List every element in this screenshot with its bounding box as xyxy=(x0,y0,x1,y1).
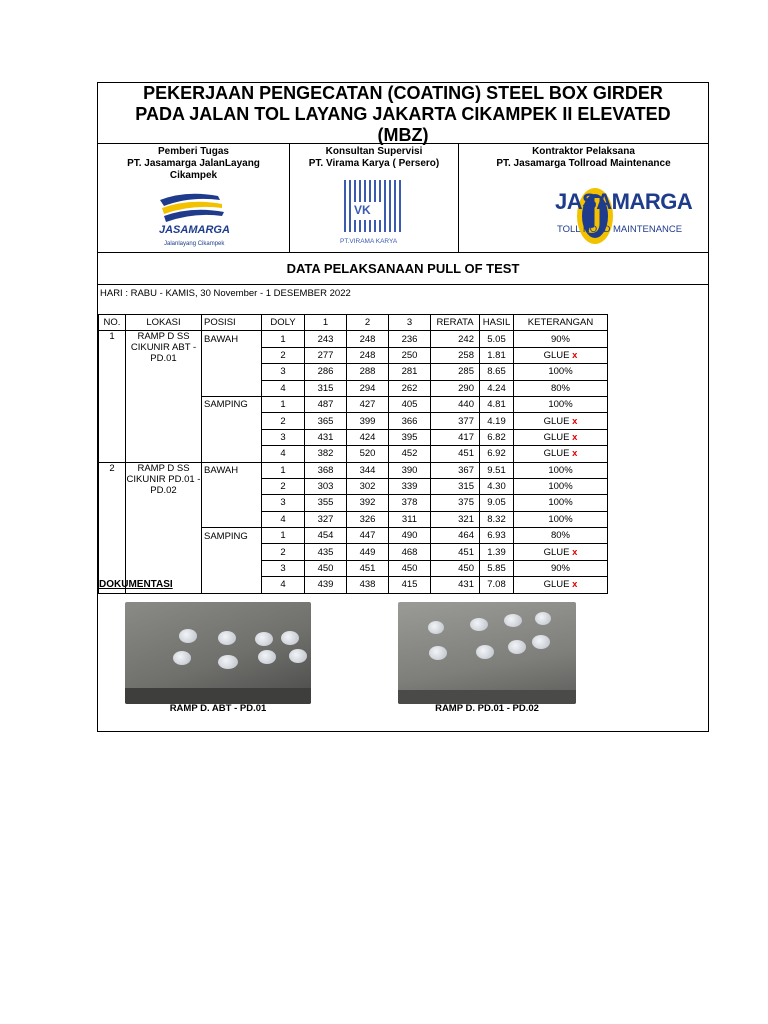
keterangan-text: 100% xyxy=(548,497,573,509)
logo-wordmark: VK xyxy=(354,203,371,217)
cell-value-2: 302 xyxy=(347,478,389,494)
cell-hasil: 1.39 xyxy=(480,544,514,560)
cell-rerata: 290 xyxy=(431,380,480,396)
cell-keterangan xyxy=(514,577,608,593)
cell-posisi xyxy=(202,446,262,462)
cell-keterangan xyxy=(514,396,608,412)
party-role: Pemberi Tugas xyxy=(158,146,229,157)
header-3: 3 xyxy=(389,315,431,331)
cell-value-1: 439 xyxy=(305,577,347,593)
cell-value-2: 399 xyxy=(347,413,389,429)
cell-hasil: 6.93 xyxy=(480,528,514,544)
cell-doly: 4 xyxy=(262,511,305,527)
photo-shadow-band xyxy=(125,688,311,704)
cell-doly: 2 xyxy=(262,413,305,429)
cell-hasil: 9.05 xyxy=(480,495,514,511)
cell-value-1: 435 xyxy=(305,544,347,560)
photo-caption-1: RAMP D. ABT - PD.01 xyxy=(169,703,267,714)
keterangan-text: 90% xyxy=(550,563,570,575)
cell-value-1: 277 xyxy=(305,347,347,363)
cell-value-2: 438 xyxy=(347,577,389,593)
section-title: DATA PELAKSANAAN PULL OF TEST xyxy=(98,253,708,285)
logo-subtitle: PT.VIRAMA KARYA xyxy=(340,238,398,245)
cell-keterangan xyxy=(514,462,608,478)
cell-rerata: 450 xyxy=(431,560,480,576)
parties-row xyxy=(98,144,708,253)
dolly-disc xyxy=(218,655,238,669)
party-role: Konsultan Supervisi xyxy=(325,146,423,157)
keterangan-text: 100% xyxy=(548,464,573,476)
logo-subtitle: Jalanlayang Cikampek xyxy=(164,241,225,247)
cell-hasil: 6.82 xyxy=(480,429,514,445)
cell-value-2: 449 xyxy=(347,544,389,560)
cell-value-1: 365 xyxy=(305,413,347,429)
cell-keterangan xyxy=(514,544,608,560)
cell-keterangan xyxy=(514,347,608,363)
party-name: PT. Jasamarga Tollroad Maintenance xyxy=(496,158,671,169)
cell-hasil: 9.51 xyxy=(480,462,514,478)
dolly-disc xyxy=(428,621,444,634)
cell-posisi xyxy=(202,413,262,429)
glue-failure-mark: x xyxy=(572,579,578,591)
cell-posisi xyxy=(202,544,262,560)
glue-failure-mark: x xyxy=(572,431,578,443)
cell-rerata: 367 xyxy=(431,462,480,478)
cell-value-2: 326 xyxy=(347,511,389,527)
cell-value-1: 315 xyxy=(305,380,347,396)
cell-keterangan xyxy=(514,446,608,462)
party-pemberi-tugas xyxy=(98,144,290,252)
cell-posisi xyxy=(202,495,262,511)
logo-subtitle: TOLL ROAD MAINTENANCE xyxy=(557,224,683,235)
dolly-disc xyxy=(281,631,299,645)
photo-ramp-abt-pd01 xyxy=(125,602,311,704)
cell-rerata: 451 xyxy=(431,446,480,462)
cell-rerata: 285 xyxy=(431,364,480,380)
cell-doly: 3 xyxy=(262,495,305,511)
header-rerata: RERATA xyxy=(431,315,480,331)
cell-hasil: 5.85 xyxy=(480,560,514,576)
header-1: 1 xyxy=(305,315,347,331)
party-role: Kontraktor Pelaksana xyxy=(532,146,635,157)
cell-posisi xyxy=(202,577,262,593)
cell-keterangan xyxy=(514,364,608,380)
cell-value-3: 366 xyxy=(389,413,431,429)
cell-value-1: 382 xyxy=(305,446,347,462)
cell-doly: 2 xyxy=(262,347,305,363)
cell-doly: 3 xyxy=(262,560,305,576)
jasamarga-trm-logo xyxy=(511,184,693,248)
cell-hasil: 6.92 xyxy=(480,446,514,462)
glue-failure-mark: x xyxy=(572,448,578,460)
glue-failure-mark: x xyxy=(572,415,578,427)
header-2: 2 xyxy=(347,315,389,331)
header-posisi: POSISI xyxy=(202,315,262,331)
cell-rerata: 431 xyxy=(431,577,480,593)
cell-value-1: 368 xyxy=(305,462,347,478)
cell-lokasi: RAMP D SS CIKUNIR PD.01 - PD.02 xyxy=(126,462,202,593)
keterangan-text: GLUE xyxy=(543,579,570,591)
cell-value-1: 487 xyxy=(305,396,347,412)
cell-keterangan xyxy=(514,511,608,527)
cell-hasil: 8.65 xyxy=(480,364,514,380)
cell-value-2: 520 xyxy=(347,446,389,462)
keterangan-text: 100% xyxy=(548,366,573,378)
table-body xyxy=(99,331,608,593)
cell-value-3: 490 xyxy=(389,528,431,544)
dolly-disc xyxy=(179,629,197,643)
cell-rerata: 440 xyxy=(431,396,480,412)
cell-rerata: 377 xyxy=(431,413,480,429)
header-hasil: HASIL xyxy=(480,315,514,331)
keterangan-text: GLUE xyxy=(543,448,570,460)
cell-posisi xyxy=(202,478,262,494)
cell-value-3: 378 xyxy=(389,495,431,511)
cell-posisi: SAMPING xyxy=(202,396,262,412)
cell-doly: 4 xyxy=(262,446,305,462)
cell-value-3: 395 xyxy=(389,429,431,445)
keterangan-text: 100% xyxy=(548,399,573,411)
photo-ramp-pd01-pd02 xyxy=(398,602,576,704)
cell-doly: 3 xyxy=(262,364,305,380)
cell-posisi xyxy=(202,347,262,363)
cell-doly: 2 xyxy=(262,544,305,560)
dolly-disc xyxy=(476,645,494,659)
keterangan-text: 90% xyxy=(550,333,570,345)
cell-keterangan xyxy=(514,560,608,576)
dolly-disc xyxy=(255,632,273,646)
cell-value-3: 311 xyxy=(389,511,431,527)
cell-hasil: 5.05 xyxy=(480,331,514,347)
cell-posisi xyxy=(202,560,262,576)
cell-value-3: 339 xyxy=(389,478,431,494)
dolly-disc xyxy=(535,612,551,625)
cell-doly: 2 xyxy=(262,478,305,494)
cell-no: 1 xyxy=(99,331,126,462)
dolly-disc xyxy=(218,631,236,645)
cell-value-1: 286 xyxy=(305,364,347,380)
virama-karya-logo xyxy=(340,178,412,248)
cell-keterangan xyxy=(514,331,608,347)
photo-shadow-band xyxy=(398,690,576,704)
cell-keterangan xyxy=(514,495,608,511)
report-document xyxy=(97,82,709,732)
cell-doly: 3 xyxy=(262,429,305,445)
dolly-disc xyxy=(470,618,488,631)
cell-rerata: 375 xyxy=(431,495,480,511)
dolly-disc xyxy=(504,614,522,627)
cell-doly: 4 xyxy=(262,380,305,396)
cell-posisi xyxy=(202,380,262,396)
keterangan-text: GLUE xyxy=(543,546,570,558)
cell-value-3: 415 xyxy=(389,577,431,593)
logo-wordmark: JASAMARGA xyxy=(159,224,230,236)
vk-stripes-icon xyxy=(340,178,412,234)
cell-value-2: 248 xyxy=(347,331,389,347)
keterangan-text: GLUE xyxy=(543,349,570,361)
cell-hasil: 1.81 xyxy=(480,347,514,363)
cell-rerata: 315 xyxy=(431,478,480,494)
table-row xyxy=(99,462,608,478)
pull-off-test-table xyxy=(98,314,608,594)
keterangan-text: 100% xyxy=(548,481,573,493)
cell-rerata: 242 xyxy=(431,331,480,347)
dolly-disc xyxy=(289,649,307,663)
cell-hasil: 4.24 xyxy=(480,380,514,396)
jasamarga-jjc-logo xyxy=(156,190,236,250)
dolly-disc xyxy=(429,646,447,660)
cell-rerata: 451 xyxy=(431,544,480,560)
cell-no: 2 xyxy=(99,462,126,593)
cell-posisi xyxy=(202,511,262,527)
party-konsultan-supervisi xyxy=(290,144,459,252)
keterangan-text: 80% xyxy=(550,530,570,542)
cell-posisi: BAWAH xyxy=(202,462,262,478)
logo-wordmark: JASAMARGA xyxy=(555,189,693,214)
header-lokasi: LOKASI xyxy=(126,315,202,331)
cell-value-1: 450 xyxy=(305,560,347,576)
cell-hasil: 4.81 xyxy=(480,396,514,412)
cell-rerata: 417 xyxy=(431,429,480,445)
dolly-disc xyxy=(508,640,526,654)
cell-keterangan xyxy=(514,478,608,494)
party-name: PT. Jasamarga JalanLayang Cikampek xyxy=(127,158,260,181)
cell-value-3: 236 xyxy=(389,331,431,347)
table-row xyxy=(99,331,608,347)
cell-value-3: 450 xyxy=(389,560,431,576)
table-header-row xyxy=(99,315,608,331)
cell-doly: 1 xyxy=(262,396,305,412)
cell-value-2: 248 xyxy=(347,347,389,363)
cell-value-2: 427 xyxy=(347,396,389,412)
cell-value-2: 392 xyxy=(347,495,389,511)
title-line-2: PADA JALAN TOL LAYANG JAKARTA CIKAMPEK II ELEVATED xyxy=(135,104,671,124)
date-line: HARI : RABU - KAMIS, 30 November - 1 DESEMBER 2022 xyxy=(100,288,351,299)
report-title xyxy=(98,83,708,144)
keterangan-text: 100% xyxy=(548,513,573,525)
photo-caption-2: RAMP D. PD.01 - PD.02 xyxy=(435,703,539,714)
cell-keterangan xyxy=(514,429,608,445)
keterangan-text: GLUE xyxy=(543,415,570,427)
cell-hasil: 7.08 xyxy=(480,577,514,593)
cell-value-3: 468 xyxy=(389,544,431,560)
dolly-disc xyxy=(532,635,550,649)
cell-value-3: 405 xyxy=(389,396,431,412)
cell-value-2: 451 xyxy=(347,560,389,576)
cell-value-3: 262 xyxy=(389,380,431,396)
cell-doly: 1 xyxy=(262,528,305,544)
title-line-3: (MBZ) xyxy=(377,125,429,145)
cell-rerata: 321 xyxy=(431,511,480,527)
cell-rerata: 258 xyxy=(431,347,480,363)
header-doly: DOLY xyxy=(262,315,305,331)
cell-value-2: 344 xyxy=(347,462,389,478)
cell-doly: 1 xyxy=(262,462,305,478)
keterangan-text: 80% xyxy=(550,382,570,394)
cell-value-1: 355 xyxy=(305,495,347,511)
cell-value-2: 447 xyxy=(347,528,389,544)
cell-keterangan xyxy=(514,528,608,544)
header-no: NO. xyxy=(99,315,126,331)
cell-value-1: 243 xyxy=(305,331,347,347)
cell-value-3: 250 xyxy=(389,347,431,363)
party-kontraktor-pelaksana xyxy=(459,144,708,252)
header-keterangan: KETERANGAN xyxy=(514,315,608,331)
cell-value-3: 390 xyxy=(389,462,431,478)
cell-hasil: 4.30 xyxy=(480,478,514,494)
cell-doly: 4 xyxy=(262,577,305,593)
cell-doly: 1 xyxy=(262,331,305,347)
cell-keterangan xyxy=(514,380,608,396)
cell-posisi xyxy=(202,429,262,445)
cell-value-2: 294 xyxy=(347,380,389,396)
party-name: PT. Virama Karya ( Persero) xyxy=(308,158,440,169)
cell-value-1: 303 xyxy=(305,478,347,494)
dokumentasi-heading: DOKUMENTASI xyxy=(99,579,173,590)
glue-failure-mark: x xyxy=(572,546,578,558)
glue-failure-mark: x xyxy=(572,349,578,361)
cell-hasil: 4.19 xyxy=(480,413,514,429)
cell-posisi: SAMPING xyxy=(202,528,262,544)
cell-value-3: 452 xyxy=(389,446,431,462)
cell-lokasi: RAMP D SS CIKUNIR ABT - PD.01 xyxy=(126,331,202,462)
cell-rerata: 464 xyxy=(431,528,480,544)
keterangan-text: GLUE xyxy=(543,431,570,443)
cell-value-1: 327 xyxy=(305,511,347,527)
cell-value-1: 431 xyxy=(305,429,347,445)
dolly-disc xyxy=(258,650,276,664)
cell-value-1: 454 xyxy=(305,528,347,544)
cell-posisi: BAWAH xyxy=(202,331,262,347)
title-line-1: PEKERJAAN PENGECATAN (COATING) STEEL BOX GIRDER xyxy=(143,83,663,103)
cell-keterangan xyxy=(514,413,608,429)
cell-hasil: 8.32 xyxy=(480,511,514,527)
cell-posisi xyxy=(202,364,262,380)
dolly-disc xyxy=(173,651,191,665)
cell-value-2: 424 xyxy=(347,429,389,445)
cell-value-2: 288 xyxy=(347,364,389,380)
cell-value-3: 281 xyxy=(389,364,431,380)
